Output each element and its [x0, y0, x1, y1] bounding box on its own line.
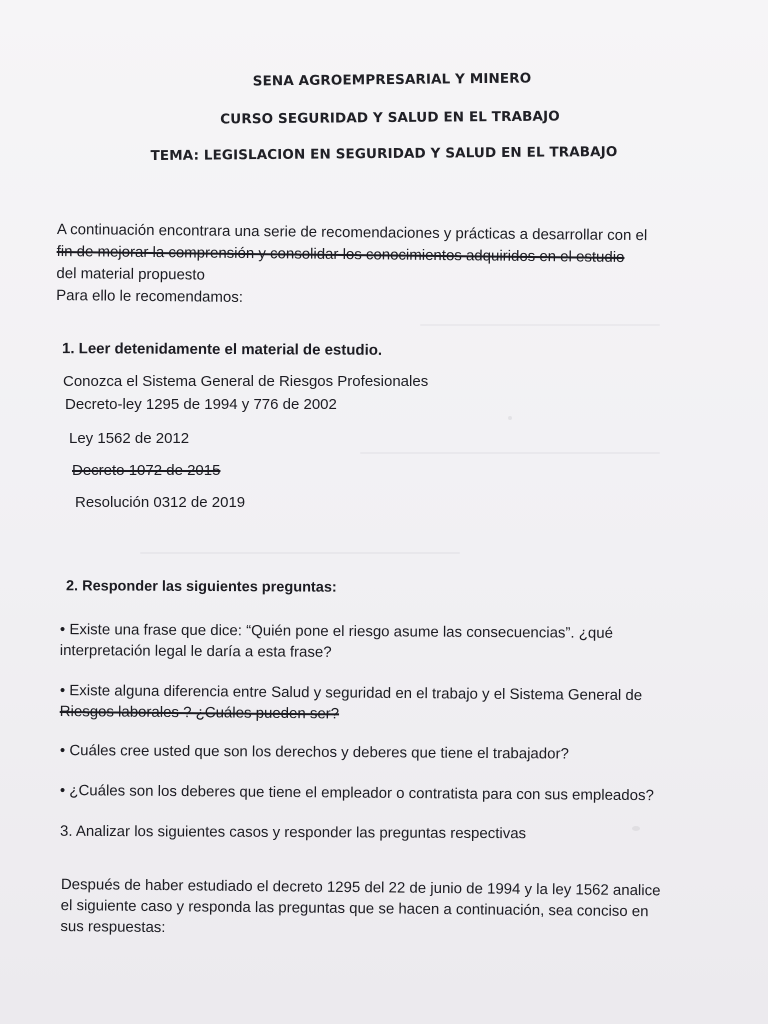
smudge: [632, 826, 640, 831]
section-2-title: 2. Responder las siguientes preguntas:: [65, 578, 337, 596]
section-3-title: 3. Analizar los siguientes casos y responder las preguntas respectivas: [59, 822, 527, 843]
question-2: [60, 680, 730, 728]
section-1-title: 1. Leer detenidamente el material de estudio.: [61, 340, 383, 359]
intro-line: del material propuesto: [56, 264, 205, 284]
intro-line-struck: fin de mejorar la comprensión y consolidar los conocimientos adquiridos en el estudio: [56, 242, 625, 266]
study-item: Conozca el Sistema General de Riesgos Profesionales: [63, 373, 429, 390]
question-3: • Cuáles cree usted que son los derechos y deberes que tiene el trabajador?: [59, 741, 569, 763]
case-line: sus respuestas:: [60, 917, 166, 937]
question-line: • Existe una frase que dice: “Quién pone el riesgo asume las consecuencias”. ¿qué: [59, 620, 614, 642]
case-instructions: [60, 874, 731, 944]
bleed-through-mark: [360, 452, 660, 454]
case-line: Después de haber estudiado el decreto 1295 del 22 de junio de 1994 y la ley 1562 analice: [60, 875, 661, 900]
question-1: [60, 619, 720, 666]
header-course: CURSO SEGURIDAD Y SALUD EN EL TRABAJO: [220, 108, 560, 128]
bleed-through-mark: [140, 552, 460, 554]
question-line: interpretación legal le daría a esta frase?: [59, 641, 332, 661]
case-line: el siguiente caso y responda las preguntas que se hacen a continuación, sea conciso en: [60, 896, 649, 921]
study-item: Decreto-ley 1295 de 1994 y 776 de 2002: [65, 396, 337, 413]
study-item-struck: Decreto 1072 de 2015: [72, 462, 221, 479]
intro-paragraph: [56, 219, 717, 314]
question-line: • Existe alguna diferencia entre Salud y seguridad en el trabajo y el Sistema General de: [59, 681, 643, 705]
study-item: Ley 1562 de 2012: [69, 430, 190, 447]
intro-line: Para ello le recomendamos:: [56, 286, 244, 306]
header-institution: SENA AGROEMPRESARIAL Y MINERO: [252, 70, 532, 90]
smudge: [508, 416, 512, 420]
header-topic: TEMA: LEGISLACION EN SEGURIDAD Y SALUD EN EL TRABAJO: [150, 143, 618, 165]
question-line-struck: Riesgos laborales ? ¿Cuáles pueden ser?: [59, 702, 340, 723]
bleed-through-mark: [420, 324, 660, 326]
question-4: • ¿Cuáles son los deberes que tiene el empleador o contratista para con sus empleados?: [59, 781, 654, 805]
study-item: Resolución 0312 de 2019: [75, 494, 246, 511]
intro-line: A continuación encontrara una serie de recomendaciones y prácticas a desarrollar con el: [56, 220, 648, 245]
